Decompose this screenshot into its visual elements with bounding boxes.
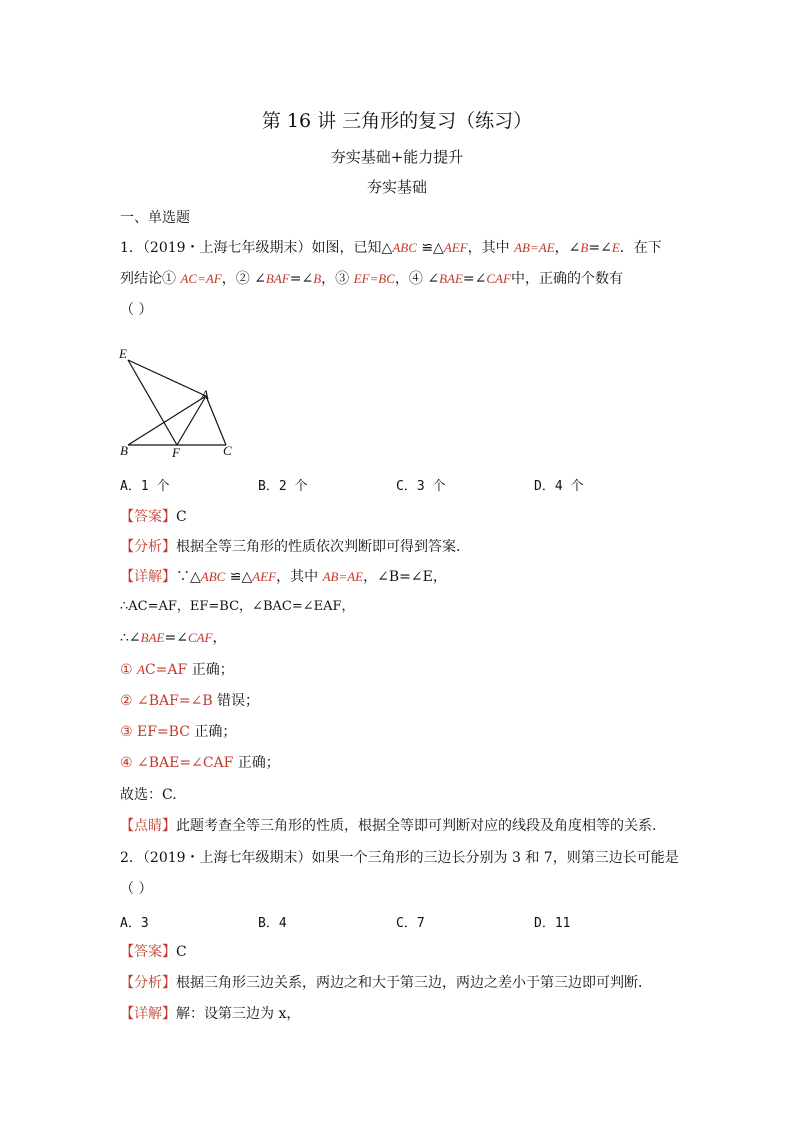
q2-answer: 【答案】C — [120, 944, 187, 960]
segment-fa — [177, 396, 206, 445]
q1-stem-line2: 列结论① AC=AF，② ∠BAF=∠B，③ EF=BC，④ ∠BAE=∠CAF中，正确的个数有 — [120, 271, 623, 287]
q2-stem-line1: 2．（2019・上海七年级期末）如果一个三角形的三边长分别为 3 和 7，则第三边长可能是 — [120, 850, 679, 866]
q1-option-b: B．2 个 — [258, 479, 308, 494]
q1-answer-bracket: （ ） — [120, 302, 153, 318]
segment-ef — [128, 360, 177, 445]
q1-option-d: D．4 个 — [534, 479, 584, 494]
segment-ba — [128, 396, 206, 445]
q2-analysis: 【分析】根据三角形三边关系，两边之和大于第三边，两边之差小于第三边即可判断． — [120, 975, 652, 991]
subtitle-section: 夯实基础 — [366, 178, 427, 196]
page-title: 第 16 讲 三角形的复习（练习） — [261, 110, 533, 132]
q1-conclusion-4: ④ ∠BAE=∠CAF 正确； — [120, 755, 280, 771]
q1-option-c: C．3 个 — [396, 479, 446, 494]
q1-analysis: 【分析】根据全等三角形的性质依次判断即可得到答案. — [120, 539, 461, 555]
q2-option-a: A．3 — [120, 916, 149, 931]
segment-ea — [128, 360, 206, 396]
q2-option-c: C．7 — [396, 916, 425, 931]
label-c: C — [223, 443, 232, 458]
q1-conclusion-3: ③ EF=BC 正确； — [120, 724, 237, 740]
q2-answer-bracket: （ ） — [120, 881, 153, 897]
subtitle-level: 夯实基础+能力提升 — [330, 148, 464, 166]
q1-answer: 【答案】C — [120, 509, 187, 525]
q1-stem-line1: 1．（2019・上海七年级期末）如图，已知△ABC ≌△AEF，其中 AB=AE，∠B=∠E．在下 — [120, 240, 662, 256]
q1-detail-line3: ∴∠BAE=∠CAF， — [120, 630, 227, 646]
label-f: F — [172, 445, 180, 460]
q1-conclusion-2: ② ∠BAF=∠B 错误； — [120, 693, 260, 709]
triangle-figure — [112, 342, 242, 460]
q1-option-a: A．1 个 — [120, 479, 170, 494]
q1-choice: 故选：C. — [120, 787, 177, 803]
section-heading: 一、单选题 — [120, 210, 190, 226]
q2-option-b: B．4 — [258, 916, 287, 931]
q1-detail-line2: ∴AC=AF，EF=BC，∠BAC=∠EAF， — [120, 599, 355, 614]
q2-detail: 【详解】解：设第三边为 x， — [120, 1006, 301, 1022]
q1-detail: 【详解】∵△ABC ≌△AEF，其中 AB=AE，∠B=∠E， — [120, 569, 447, 585]
q1-comment: 【点睛】此题考查全等三角形的性质，根据全等即可判断对应的线段及角度相等的关系. — [120, 818, 657, 834]
segment-ac — [206, 396, 226, 445]
label-b: B — [120, 443, 128, 458]
label-a: A — [201, 387, 209, 402]
q1-conclusion-1: ① AC=AF 正确； — [120, 662, 234, 678]
q2-option-d: D．11 — [534, 916, 571, 931]
label-e: E — [119, 346, 127, 361]
